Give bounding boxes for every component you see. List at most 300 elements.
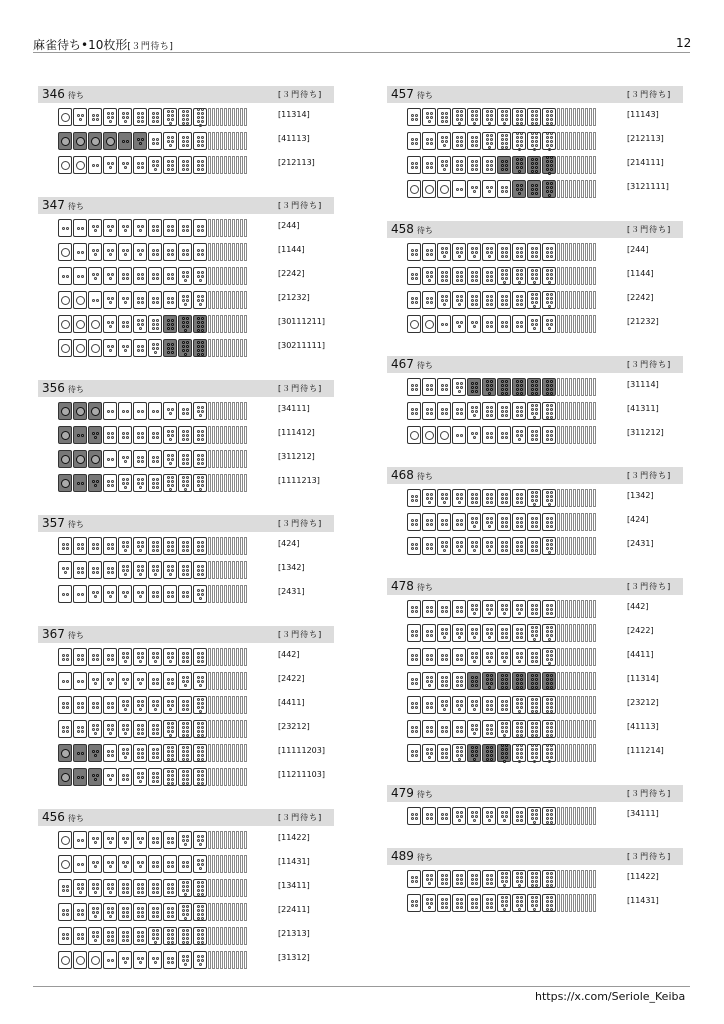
pin-dot: [111, 432, 114, 435]
tile-back: [585, 378, 588, 396]
pin-dot: [186, 229, 189, 232]
pin-dot: [182, 438, 185, 441]
pin-dot: [182, 913, 185, 916]
header-rule: [33, 52, 690, 53]
pin-dot: [430, 408, 433, 411]
pin-tile: [118, 156, 132, 174]
pin-dot: [548, 662, 551, 665]
pin-dot: [460, 321, 463, 324]
pin-dot: [486, 279, 489, 282]
pin-tile: [512, 180, 526, 198]
pin-dot: [182, 454, 185, 457]
pin-dot: [122, 321, 125, 324]
pin-dot: [124, 120, 127, 123]
pin-dot: [171, 277, 174, 280]
pin-dot: [516, 188, 519, 191]
pin-tile: [103, 450, 117, 468]
tile-back: [565, 600, 568, 618]
pin-dot: [96, 543, 99, 546]
pin-dot: [415, 754, 418, 757]
pin-dot: [139, 841, 142, 844]
pin-dot: [81, 730, 84, 733]
tile-back: [244, 768, 247, 786]
pin-tile: [437, 291, 451, 309]
pin-dot: [201, 434, 204, 437]
pin-tile: [133, 768, 147, 786]
hand-code: [212113]: [627, 134, 664, 143]
pin-dot: [186, 275, 189, 278]
pin-tile: [452, 426, 466, 444]
pin-dot: [501, 114, 504, 117]
section-header: [38, 515, 334, 532]
pin-dot: [456, 704, 459, 707]
pin-dot: [445, 541, 448, 544]
tile-hand: [407, 894, 597, 913]
pin-dot: [156, 541, 159, 544]
pin-dot: [411, 495, 414, 498]
pin-dot: [201, 782, 204, 785]
pin-dot: [533, 305, 536, 308]
pin-dot: [167, 253, 170, 256]
pin-dot: [141, 891, 144, 894]
pin-dot: [201, 758, 204, 761]
tile-back: [593, 291, 596, 309]
pin-dot: [426, 680, 429, 683]
pin-dot: [201, 933, 204, 936]
pin-dot: [186, 730, 189, 733]
pin-dot: [171, 249, 174, 252]
pin-dot: [197, 881, 200, 884]
tile-back: [216, 744, 219, 762]
pin-dot: [426, 676, 429, 679]
pin-dot: [516, 325, 519, 328]
pin-dot: [137, 162, 140, 165]
pin-dot: [445, 408, 448, 411]
pin-dot: [197, 782, 200, 785]
pin-dot: [415, 166, 418, 169]
pin-dot: [156, 732, 159, 735]
pin-dot: [415, 499, 418, 502]
pin-dot: [107, 658, 110, 661]
pin-dot: [137, 460, 140, 463]
pin-dot: [501, 525, 504, 528]
pin-dot: [501, 628, 504, 631]
pin-tile: [482, 267, 496, 285]
pin-dot: [475, 545, 478, 548]
pin-tile: [148, 831, 162, 849]
pin-tile: [88, 672, 102, 690]
pin-dot: [531, 549, 534, 552]
pin-dot: [94, 595, 97, 598]
tile-back: [220, 903, 223, 921]
hand-row: [38, 765, 334, 789]
pin-dot: [456, 247, 459, 250]
hand-row: [387, 717, 683, 741]
pin-dot: [546, 722, 549, 725]
pin-dot: [473, 819, 476, 822]
pin-tile: [467, 426, 481, 444]
pin-dot: [441, 164, 444, 167]
pin-dot: [486, 811, 489, 814]
pin-dot: [488, 636, 491, 639]
pin-dot: [137, 837, 140, 840]
tile-back: [573, 648, 576, 666]
pin-dot: [137, 656, 140, 659]
tile-back: [561, 600, 564, 618]
pin-dot: [141, 732, 144, 735]
pin-dot: [535, 656, 538, 659]
pin-dot: [535, 495, 538, 498]
pin-dot: [471, 497, 474, 500]
wait-section: [387, 221, 683, 336]
pin-dot: [156, 347, 159, 350]
pin-dot: [126, 162, 129, 165]
hand-code: [3121111]: [627, 182, 669, 191]
pin-dot: [501, 744, 504, 747]
pin-dot: [201, 345, 204, 348]
pin-dot: [471, 390, 474, 393]
pin-dot: [505, 247, 508, 250]
hand-row: [38, 153, 334, 177]
pin-dot: [548, 281, 551, 284]
pin-dot: [124, 229, 127, 232]
tile-back: [593, 870, 596, 888]
pin-dot: [501, 545, 504, 548]
pin-dot: [533, 148, 536, 151]
pin-tile: [193, 585, 207, 603]
pin-tile: [178, 561, 192, 579]
tile-back: [224, 831, 227, 849]
pin-dot: [501, 900, 504, 903]
pin-dot: [460, 878, 463, 881]
pin-dot: [546, 495, 549, 498]
pin-dot: [520, 299, 523, 302]
pin-tile: [118, 243, 132, 261]
pin-dot: [505, 704, 508, 707]
pin-dot: [415, 813, 418, 816]
pin-dot: [167, 273, 170, 276]
pin-dot: [441, 874, 444, 877]
pin-dot: [441, 817, 444, 820]
pin-dot: [471, 247, 474, 250]
pin-tile: [133, 156, 147, 174]
pin-tile: [103, 291, 117, 309]
pin-dot: [167, 319, 170, 322]
pin-dot: [441, 112, 444, 115]
pin-dot: [505, 876, 508, 879]
pin-dot: [111, 883, 114, 886]
pin-dot: [501, 186, 504, 189]
pin-dot: [550, 880, 553, 883]
pin-tile: [178, 219, 192, 237]
pin-tile: [178, 744, 192, 762]
pin-tile: [497, 132, 511, 150]
pin-dot: [546, 734, 549, 737]
tile-back: [593, 315, 596, 333]
tile-back: [244, 243, 247, 261]
tile-back: [220, 879, 223, 897]
pin-tile: [482, 720, 496, 738]
footer-link[interactable]: https://x.com/Seriole_Keiba: [535, 990, 686, 1003]
pin-dot: [430, 301, 433, 304]
tile-back: [244, 927, 247, 945]
pin-dot: [77, 251, 80, 254]
pin-dot: [471, 517, 474, 520]
pin-dot: [411, 519, 414, 522]
pin-dot: [122, 436, 125, 439]
pin-dot: [550, 730, 553, 733]
pin-dot: [66, 654, 69, 657]
pin-dot: [201, 116, 204, 119]
pin-dot: [475, 382, 478, 385]
pin-dot: [171, 160, 174, 163]
hand-row: [387, 510, 683, 534]
pin-dot: [475, 902, 478, 905]
section-title: [42, 516, 84, 530]
pin-dot: [520, 303, 523, 306]
tile-back: [216, 927, 219, 945]
pin-dot: [169, 734, 172, 737]
pin-tile: [527, 489, 541, 507]
pin-tile: [73, 951, 87, 969]
pin-dot: [141, 915, 144, 918]
pin-dot: [518, 908, 521, 911]
pin-dot: [488, 392, 491, 395]
pin-tile: [103, 156, 117, 174]
tile-back: [569, 180, 572, 198]
pin-dot: [486, 138, 489, 141]
pin-dot: [111, 750, 114, 753]
pin-dot: [520, 756, 523, 759]
pin-dot: [520, 269, 523, 272]
pin-dot: [546, 182, 549, 185]
pin-dot: [77, 730, 80, 733]
section-tag: [３門待ち]: [278, 384, 323, 393]
pin-dot: [156, 549, 159, 552]
pin-dot: [156, 883, 159, 886]
tile-back: [589, 537, 592, 555]
pin-dot: [66, 889, 69, 892]
pin-dot: [156, 837, 159, 840]
pin-tile: [178, 267, 192, 285]
pin-tile: [512, 513, 526, 531]
hand-row: [387, 804, 683, 828]
pin-dot: [77, 543, 80, 546]
pin-tile: [58, 561, 72, 579]
pin-dot: [96, 299, 99, 302]
hand-row: [38, 924, 334, 948]
pin-dot: [531, 114, 534, 117]
tile-back: [208, 696, 211, 714]
pin-dot: [141, 939, 144, 942]
tile-back: [589, 894, 592, 912]
pin-dot: [546, 430, 549, 433]
tile-back: [216, 537, 219, 555]
tile-back: [244, 426, 247, 444]
tile-back: [220, 648, 223, 666]
pin-dot: [126, 321, 129, 324]
tile-back: [240, 951, 243, 969]
pin-tile: [542, 402, 556, 420]
pin-tile: [103, 108, 117, 126]
pin-dot: [548, 305, 551, 308]
pin-tile: [58, 474, 72, 492]
tile-back: [228, 855, 231, 873]
pin-dot: [546, 730, 549, 733]
pin-dot: [197, 140, 200, 143]
pin-dot: [186, 168, 189, 171]
pin-dot: [171, 656, 174, 659]
pin-dot: [460, 412, 463, 415]
tile-hand: [407, 180, 597, 199]
pin-dot: [516, 730, 519, 733]
pin-dot: [471, 545, 474, 548]
pin-dot: [152, 549, 155, 552]
hand-code: [30211111]: [278, 341, 325, 350]
pin-tile: [452, 315, 466, 333]
pin-dot: [197, 656, 200, 659]
pin-dot: [126, 678, 129, 681]
pin-dot: [456, 726, 459, 729]
pin-dot: [171, 476, 174, 479]
pin-dot: [201, 321, 204, 324]
pin-dot: [182, 861, 185, 864]
pin-dot: [535, 491, 538, 494]
hand-code: [34111]: [627, 809, 659, 818]
pin-tile: [452, 378, 466, 396]
hand-code: [41311]: [627, 404, 659, 413]
pin-tile: [148, 426, 162, 444]
pin-tile: [482, 807, 496, 825]
pin-tile: [452, 267, 466, 285]
tile-back: [236, 156, 239, 174]
pin-dot: [430, 730, 433, 733]
pin-dot: [111, 225, 114, 228]
pin-tile: [58, 720, 72, 738]
pin-dot: [137, 724, 140, 727]
pin-dot: [137, 116, 140, 119]
tile-back: [220, 927, 223, 945]
pin-dot: [456, 815, 459, 818]
tile-back: [593, 894, 596, 912]
pin-dot: [186, 253, 189, 256]
pin-dot: [531, 748, 534, 751]
pin-dot: [186, 941, 189, 944]
tile-back: [216, 879, 219, 897]
tile-back: [240, 744, 243, 762]
pin-dot: [445, 658, 448, 661]
pin-tile: [542, 243, 556, 261]
hand-row: [38, 264, 334, 288]
pin-dot: [516, 748, 519, 751]
tile-back: [589, 513, 592, 531]
pin-dot: [445, 164, 448, 167]
pin-dot: [490, 406, 493, 409]
pin-dot: [107, 345, 110, 348]
pin-dot: [505, 608, 508, 611]
pin-dot: [182, 462, 185, 465]
pin-dot: [111, 297, 114, 300]
section-tag: [３門待ち]: [627, 789, 672, 798]
pin-tile: [178, 156, 192, 174]
pin-dot: [516, 880, 519, 883]
tile-back: [593, 720, 596, 738]
tile-back: [236, 450, 239, 468]
pin-dot: [501, 118, 504, 121]
tile-back: [212, 450, 215, 468]
wait-section: [38, 86, 334, 177]
hand-code: [311212]: [627, 428, 664, 437]
pin-dot: [171, 434, 174, 437]
pin-dot: [445, 519, 448, 522]
tile-back: [208, 744, 211, 762]
pin-dot: [505, 900, 508, 903]
pin-tile: [467, 180, 481, 198]
tile-back: [561, 378, 564, 396]
pin-dot: [141, 482, 144, 485]
tile-hand: [407, 132, 597, 151]
pin-dot: [546, 752, 549, 755]
pin-dot: [445, 247, 448, 250]
tile-back: [220, 132, 223, 150]
pin-dot: [505, 114, 508, 117]
pin-dot: [546, 908, 549, 911]
tile-hand: [58, 927, 248, 946]
pin-dot: [186, 955, 189, 958]
pin-dot: [92, 774, 95, 777]
tile-back: [224, 243, 227, 261]
pin-dot: [122, 887, 125, 890]
tile-back: [581, 378, 584, 396]
pin-tile: [542, 720, 556, 738]
pin-dot: [186, 295, 189, 298]
tile-back: [232, 132, 235, 150]
pin-dot: [490, 110, 493, 113]
pin-dot: [430, 702, 433, 705]
tile-back: [573, 267, 576, 285]
pin-tile: [88, 855, 102, 873]
pin-dot: [460, 279, 463, 282]
hand-row: [38, 558, 334, 582]
tile-back: [220, 561, 223, 579]
tile-back: [220, 831, 223, 849]
pin-tile: [148, 903, 162, 921]
pin-dot: [81, 275, 84, 278]
pin-dot: [152, 116, 155, 119]
pin-tile: [178, 585, 192, 603]
tile-back: [569, 696, 572, 714]
pin-dot: [167, 476, 170, 479]
pin-dot: [201, 941, 204, 944]
pin-dot: [167, 774, 170, 777]
pin-tile: [88, 156, 102, 174]
pin-tile: [118, 426, 132, 444]
pin-dot: [445, 676, 448, 679]
pin-tile: [542, 378, 556, 396]
hand-code: [1144]: [627, 269, 654, 278]
pin-dot: [486, 652, 489, 655]
pin-dot: [410, 320, 419, 329]
pin-dot: [550, 634, 553, 637]
pin-dot: [516, 184, 519, 187]
pin-tile: [422, 378, 436, 396]
pin-dot: [486, 545, 489, 548]
tile-back: [577, 744, 580, 762]
pin-dot: [445, 878, 448, 881]
pin-tile: [133, 537, 147, 555]
tile-back: [240, 855, 243, 873]
pin-dot: [137, 541, 140, 544]
